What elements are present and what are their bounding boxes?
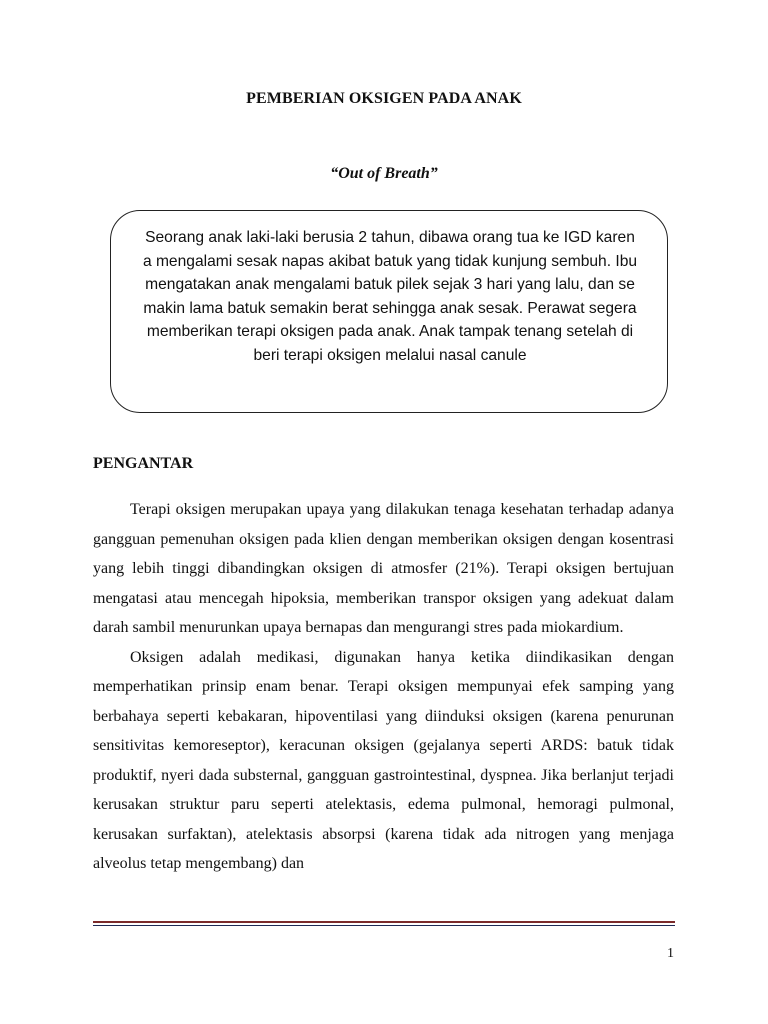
section-heading: PENGANTAR xyxy=(93,455,194,472)
paragraph: Oksigen adalah medikasi, digunakan hanya ketika diindikasikan dengan memperhatikan prinsip enam benar. Terapi oksigen mempunyai efek samping yang berbahaya seperti kebakaran, hipoventilasi yang diinduksi oksigen (karena penurunan sensitivitas kemoreseptor), keracunan oksigen (gejalanya seperti ARDS: batuk tidak produktif, nyeri dada substernal, gangguan gastrointestinal, dyspnea. Jika berlanjut terjadi kerusakan struktur paru seperti atelektasis, edema pulmonal, hemoragi pulmonal, kerusakan surfaktan), atelektasis absorpsi (karena tidak ada nitrogen yang menjaga alveolus tetap mengembang) dan xyxy=(93,648,674,872)
case-line: Seorang anak laki-laki berusia 2 tahun, dibawa orang tua ke IGD karen xyxy=(145,229,635,246)
document-subtitle: “Out of Breath” xyxy=(330,165,438,182)
case-scenario-text xyxy=(128,226,652,367)
document-title: PEMBERIAN OKSIGEN PADA ANAK xyxy=(246,90,522,107)
case-line: beri terapi oksigen melalui nasal canule xyxy=(253,346,527,364)
case-line: mengatakan anak mengalami batuk pilek sejak 3 hari yang lalu, dan se xyxy=(145,276,635,293)
case-line: makin lama batuk semakin berat sehingga anak sesak. Perawat segera xyxy=(143,299,637,317)
case-line: memberikan terapi oksigen pada anak. Anak tampak tenang setelah di xyxy=(146,323,634,340)
footer-rule-secondary xyxy=(93,925,675,926)
page-number: 1 xyxy=(667,946,674,961)
case-line: a mengalami sesak napas akibat batuk yang tidak kunjung sembuh. Ibu xyxy=(142,252,638,270)
footer-rule xyxy=(93,921,675,923)
paragraph: Terapi oksigen merupakan upaya yang dilakukan tenaga kesehatan terhadap adanya gangguan pemenuhan oksigen pada klien dengan memberikan oksigen dengan kosentrasi yang lebih tinggi dibandingkan oksigen di atmosfer (21%). Terapi oksigen bertujuan mengatasi atau mencegah hipoksia, memberikan transpor oksigen yang adekuat dalam darah sambil menurunkan upaya bernapas dan mengurangi stres pada miokardium. xyxy=(93,501,674,636)
body-text xyxy=(93,495,674,879)
